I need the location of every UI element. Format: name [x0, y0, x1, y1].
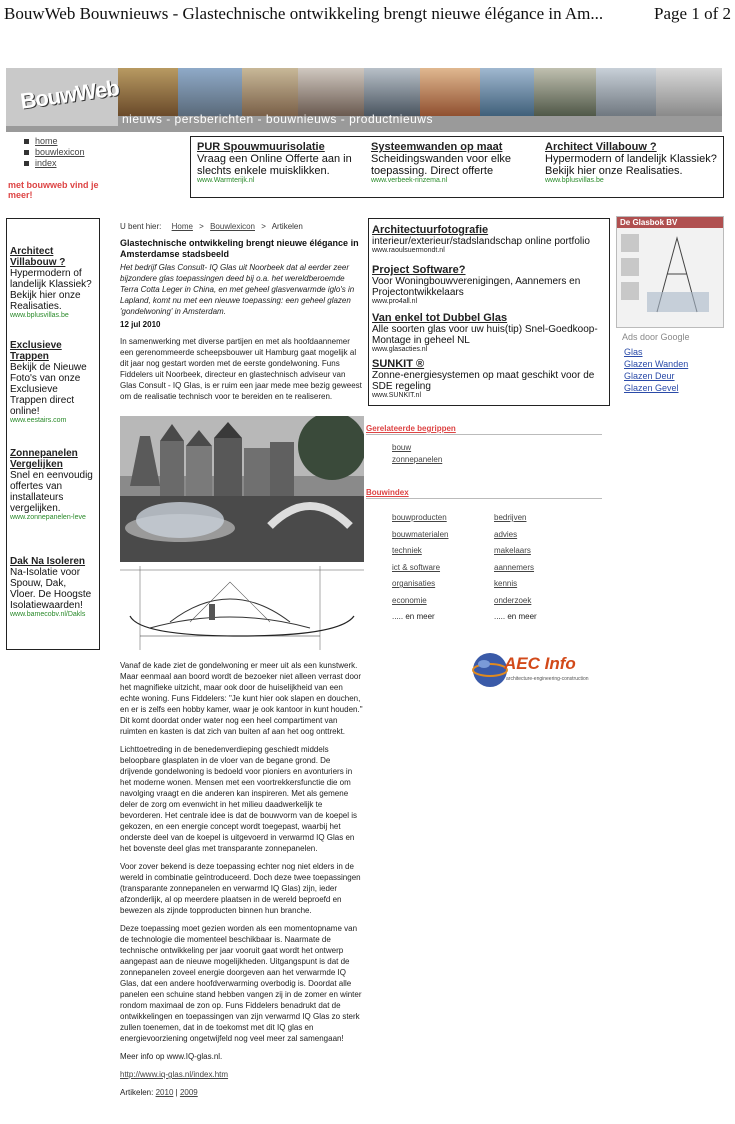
nav-tagline: met bouwweb vind je meer!	[8, 180, 99, 200]
bouwindex-link[interactable]: techniek	[392, 546, 422, 555]
right-ad[interactable]	[372, 358, 604, 399]
print-header	[4, 4, 731, 30]
ad-url[interactable]: www.raoulsuermondt.nl	[372, 247, 445, 254]
top-ad-strip	[190, 136, 724, 198]
banner-photo	[364, 68, 420, 116]
aec-info-wordmark: AEC Info	[504, 654, 576, 673]
related-heading: Gerelateerde begrippen	[366, 424, 456, 433]
more-info-text: Meer info op www.IQ-glas.nl.	[120, 1052, 223, 1061]
related-item[interactable]: zonnepanelen	[392, 455, 443, 464]
article-intro: Het bedrijf Glas Consult- IQ Glas uit Noorbeek dat al eerder zeer bijzondere glas toepassingen deed bij o.a. het wereldberoemde Terra Cotta Leger in China, en met geheel glasverwarmde iglo's in Lapland, komt nu met een nieuwe toepassing: een geheel glazen 'gondelwoning' in Amsterdam.	[120, 263, 355, 316]
article-paragraph: Vanaf de kade ziet de gondelwoning er meer uit als een kunstwerk. Maar eenmaal aan boord wordt de bezoeker niet alleen verrast door het magnifieke uitzicht, maar ook door de huiselijkheid van een echte woning. Funs Fiddelers: "Je kunt hier ook slapen en douchen, en er is zelfs een hobby kamer, waar je ook kantoor in kunt houden." Dit komt doordat onder water nog een heel compartiment van ruimten en kasten is dat zich van buiten af aan het oog onttrekt.	[120, 661, 363, 736]
bouwindex-link[interactable]: onderzoek	[494, 595, 532, 605]
breadcrumb-home[interactable]: Home	[171, 222, 193, 231]
ad-url[interactable]: www.verbeek-rinzema.nl	[371, 177, 448, 184]
ad-url[interactable]: www.Warmterijk.nl	[197, 177, 255, 184]
glasbok-ad[interactable]	[616, 216, 724, 328]
left-ad[interactable]	[10, 448, 94, 521]
aec-info-subtitle: architecture-engineering-construction	[506, 676, 589, 682]
bouwindex-link[interactable]: bouwproducten	[392, 513, 447, 522]
bullet-icon	[24, 139, 29, 144]
left-ad[interactable]	[10, 340, 94, 424]
bouwindex-heading: Bouwindex	[366, 488, 409, 497]
ad-title[interactable]: Architectuurfotografie	[372, 224, 489, 236]
ad-title[interactable]: Systeemwanden op maat	[371, 141, 503, 153]
right-ad[interactable]	[372, 312, 604, 353]
divider	[366, 434, 602, 435]
ad-url[interactable]: www.SUNKIT.nl	[372, 392, 422, 399]
ad-body: Na-Isolatie voor Spouw, Dak, Vloer. De Hoogste Isolatiewaarden!	[10, 567, 92, 611]
ad-title[interactable]: Project Software?	[372, 264, 466, 276]
ad-url[interactable]: www.pro4all.nl	[372, 298, 418, 305]
ad-body: interieur/exterieur/stadslandschap online portfolio	[372, 236, 590, 247]
bullet-icon	[24, 161, 29, 166]
canal-photo	[120, 416, 364, 562]
print-title: BouwWeb Bouwnieuws - Glastechnische ontwikkeling brengt nieuwe élégance in Am...	[4, 4, 604, 23]
ad-url[interactable]: www.bplusvillas.be	[545, 177, 604, 184]
bouwindex-col-1	[392, 510, 448, 626]
gondola-drawing	[120, 566, 364, 650]
banner-photo	[118, 68, 178, 116]
article-source-link[interactable]: http://www.iq-glas.nl/index.htm	[120, 1070, 229, 1079]
banner-photo	[656, 68, 722, 116]
ad-title[interactable]: Exclusieve Trappen	[10, 340, 62, 362]
nav-item-bouwlexicon[interactable]: bouwlexicon	[24, 147, 85, 157]
related-list	[392, 442, 442, 466]
archive-label: Artikelen:	[120, 1088, 154, 1097]
banner-photo	[534, 68, 596, 116]
article-body: Vanaf de kade ziet de gondelwoning er meer uit als een kunstwerk. Maar eenmaal aan boord wordt de bezoeker niet alleen verrast door het magnifieke uitzicht, maar ook door de huiselijkheid van een echte woning. Funs Fiddelers: "Je kunt hier ook slapen en douchen, en er is zelfs een hobby kamer, waar je ook kantoor in kunt houden." Dit komt doordat onder water nog een heel compartiment van ruimten en kasten is dat zich van buiten af aan het oog onttrekt. Lichttoetreding in de benedenverdieping geschiedt middels beloopbare glasplaten in de vloer van de begane grond. De drijvende gondelwoning is bedoeld voor pioniers en avonturiers in het moderne wonen. Mensen met een voortrekkersfunctie die om navolging vraagt en die anderen kan inspireren. Met als gemene deler de zorg om evenwicht in het milieu daadwerkelijk te bevorderen. Het centrale idee is dat de bouwvorm van de koepel is gekozen, en een energie concept wordt toegepast, waarbij het onderste deel van de koepel is uitgevoerd in verwarmd IQ Glas en het bovenste deel glas met transparante zonnepanelen. Voor zover bekend is deze toepassing echter nog niet elders in de wereld in combinatie geïntroduceerd. Doch deze twee toepassingen (transparante zonnepanelen en verwarmd IQ Glas) zijn, ieder afzonderlijk, al op meerdere plaatsen in de wereld beproefd en bewezen als zijnde topproducten binnen hun branche. Deze toepassing moet gezien worden als een momentopname van de technologie die momenteel beschikbaar is. Naarmate de technische ontwikkeling per jaar vooruit gaat wordt het ontwerp aangepast aan de nieuwe mogelijkheden. Uitgangspunt is dat de zonnepanelen zoveel energie doorgeven aan het verwarmde IQ Glas, dat een andere hoofdverwarming overbodig is. Doordat alle panelen een schuine stand hebben vangen zij in de zomer en winter rondom maximaal de zon op. Funs Fiddelers benadrukt dat de ontwikkelingen en toepassingen van zijn verwarmd IQ Glas zo sterk zullen toenemen, dat in de toekomst met dit IQ glas en energievoorziening ongetwijfeld nog veel meer zal samengaan! Meer info op www.IQ-glas.nl. http://www.iq-glas.nl/index.htm Artikelen: 2010 | 2009	[120, 661, 363, 1097]
related-item[interactable]: bouw	[392, 443, 412, 452]
ad-url[interactable]: www.bplusvillas.be	[10, 312, 69, 319]
banner-photo	[178, 68, 242, 116]
article-title: Glastechnische ontwikkeling brengt nieuwe élégance in Amsterdamse stadsbeeld	[120, 238, 359, 259]
ad-body: Hypermodern of landelijk Klassiek? Bekijk hier onze Realisaties.	[545, 153, 717, 177]
archive-2009-link[interactable]: 2009	[179, 1088, 198, 1097]
ad-title[interactable]: Zonnepanelen Vergelijken	[10, 448, 78, 470]
glasbok-title: De Glasbok BV	[617, 217, 723, 228]
breadcrumb-lexicon[interactable]: Bouwlexicon	[210, 222, 255, 231]
page-number: Page 1 of 2	[654, 4, 731, 23]
ad-url[interactable]: www.zonnepanelen-leve	[10, 514, 86, 521]
banner-photo	[242, 68, 298, 116]
gondola-svg	[120, 566, 364, 650]
article-paragraph: Voor zover bekend is deze toepassing echter nog niet elders in de wereld in combinatie geïntroduceerd. Doch deze twee toepassingen (transparante zonnepanelen en verwarmd IQ Glas) zijn, ieder afzonderlijk, al op meerdere plaatsen in de wereld beproefd en bewezen als zijnde topproducten binnen hun branche.	[120, 862, 361, 915]
ad-body: Hypermodern of landelijk Klassiek? Bekijk hier onze Realisaties.	[10, 268, 92, 312]
nav-item-index[interactable]: index	[24, 158, 85, 168]
ad-body: Zonne-energiesystemen op maat geschikt voor de SDE regeling	[372, 370, 595, 392]
left-ad[interactable]	[10, 246, 94, 319]
aec-info-logo[interactable]	[470, 650, 600, 690]
bouwindex-link[interactable]: organisaties	[392, 579, 436, 588]
right-ad[interactable]	[372, 224, 604, 254]
top-ad[interactable]	[545, 141, 719, 184]
banner-photo	[480, 68, 534, 116]
ad-title[interactable]: PUR Spouwmuurisolatie	[197, 141, 325, 153]
bouwindex-more[interactable]: ..... en meer	[392, 612, 435, 621]
ad-body: Scheidingswanden voor elke toepassing. Direct offerte	[371, 153, 512, 177]
article-date: 12 jul 2010	[120, 320, 161, 329]
right-ad[interactable]	[372, 264, 604, 305]
google-ads-label: Ads door Google	[622, 332, 690, 342]
article-paragraph: Deze toepassing moet gezien worden als een momentopname van de technologie die momenteel beschikbaar is. Naarmate de technische ontwikkeling per jaar vooruit gaat wordt het ontwerp aangepast aan de nieuwe mogelijkheden. Uitgangspunt is dat de zonnepanelen zoveel energie doorgeven aan het verwarmde IQ Glas, dat een andere hoofdverwarming overbodig is. Doordat alle panelen een schuine stand hebben vangen zij in de zomer en winter rondom maximaal de zon op. Funs Fiddelers benadrukt dat de ontwikkelingen en toepassingen van zijn verwarmd IQ Glas zo sterk zullen toenemen, dat in de toekomst met dit IQ glas en energievoorziening ongetwijfeld nog veel meer zal samengaan!	[120, 924, 362, 1043]
google-ad-link[interactable]: Glazen Wanden	[624, 359, 689, 369]
google-ad-link[interactable]: Glazen Gevel	[624, 383, 679, 393]
divider	[366, 498, 602, 499]
bouwweb-logo[interactable]: BouwWeb	[6, 68, 118, 126]
bouwindex-link[interactable]: bouwmaterialen	[392, 529, 449, 539]
top-ad[interactable]	[197, 141, 357, 184]
banner-tagline: nieuws - persberichten - bouwnieuws - productnieuws	[122, 112, 433, 126]
bouwindex-link[interactable]: ict & software	[392, 562, 441, 572]
ad-body: Alle soorten glas voor uw huis(tip) Snel-Goedkoop-Montage in geheel NL	[372, 324, 598, 346]
ad-body: Vraag een Online Offerte aan in slechts enkele muisklikken.	[197, 153, 352, 177]
ad-url[interactable]: www.bamecobv.nl/Dakls	[10, 611, 86, 618]
banner-photo	[420, 68, 480, 116]
breadcrumb-current: Artikelen	[271, 222, 303, 231]
ad-url[interactable]: www.glasacties.nl	[372, 346, 428, 353]
article-paragraph: In samenwerking met diverse partijen en met als hoofdaannemer een gerenommeerde scheepsbouwer uit Hamburg gaat mogelijk al dit jaar nog gestart worden met de eerste gondelwoning. Funs Fiddelers uit Noorbeek, directeur en glastechnisch adviseur van Glas Consult - IQ Glas, is er ruim een jaar mede mee bezig geweest om de realisatie technisch voor te bereiden en te realiseren.	[120, 337, 362, 401]
glasbok-image	[617, 228, 721, 322]
ad-title[interactable]: SUNKIT ®	[372, 358, 425, 370]
bouwindex-link[interactable]: makelaars	[494, 546, 531, 555]
ad-title[interactable]: Dak Na Isoleren	[10, 556, 86, 567]
article-paragraph: Lichttoetreding in de benedenverdieping geschiedt middels beloopbare glasplaten in de vloer van de begane grond. De drijvende gondelwoning is bedoeld voor pioniers en avonturiers in het moderne wonen. Mensen met een voortrekkersfunctie die om navolging vraagt en die anderen kan inspireren. Met als gemene deler de zorg om evenwicht in het milieu daadwerkelijk te bevorderen. Het centrale idee is dat de bouwvorm van de koepel is gekozen, en een energie concept wordt toegepast, waarbij het onderste deel van de koepel is uitgevoerd in verwarmd IQ Glas en het bovenste deel glas met transparante zonnepanelen.	[120, 745, 358, 853]
google-ads-list	[624, 346, 688, 394]
ad-title[interactable]: Van enkel tot Dubbel Glas	[372, 312, 508, 324]
bouwindex-more[interactable]: ..... en meer	[494, 612, 537, 621]
nav-item-home[interactable]: home	[24, 136, 85, 146]
banner-photo	[596, 68, 656, 116]
ad-title[interactable]: Architect Villabouw ?	[545, 141, 657, 153]
bouwindex-link[interactable]: aannemers	[494, 562, 535, 572]
bouwindex-col-2	[494, 510, 537, 626]
bouwindex-link[interactable]: bedrijven	[494, 513, 527, 522]
ad-title[interactable]: Architect Villabouw ?	[10, 246, 66, 268]
bouwindex-link[interactable]: economie	[392, 595, 427, 605]
archive-2010-link[interactable]: 2010	[155, 1088, 174, 1097]
left-ad[interactable]	[10, 556, 94, 618]
bouwindex-link[interactable]: kennis	[494, 579, 518, 588]
ad-body: Snel en eenvoudig offertes van installateurs vergelijken.	[10, 470, 93, 514]
google-ad-link[interactable]: Glazen Deur	[624, 371, 675, 381]
bullet-icon	[24, 150, 29, 155]
bouwindex-link[interactable]: advies	[494, 529, 518, 539]
ad-body: Bekijk de Nieuwe Foto's van onze Exclusieve Trappen direct online!	[10, 362, 87, 417]
canal-photo-svg	[120, 416, 364, 562]
breadcrumb: U bent hier: Home > Bouwlexicon > Artikelen	[120, 222, 303, 231]
main-nav	[24, 136, 85, 169]
google-ad-link[interactable]: Glas	[624, 347, 643, 357]
banner-photo	[298, 68, 364, 116]
ad-body: Voor Woningbouwverenigingen, Aannemers en Projectontwikkelaars	[372, 276, 581, 298]
ad-url[interactable]: www.eestairs.com	[10, 417, 67, 424]
top-ad[interactable]	[371, 141, 531, 184]
